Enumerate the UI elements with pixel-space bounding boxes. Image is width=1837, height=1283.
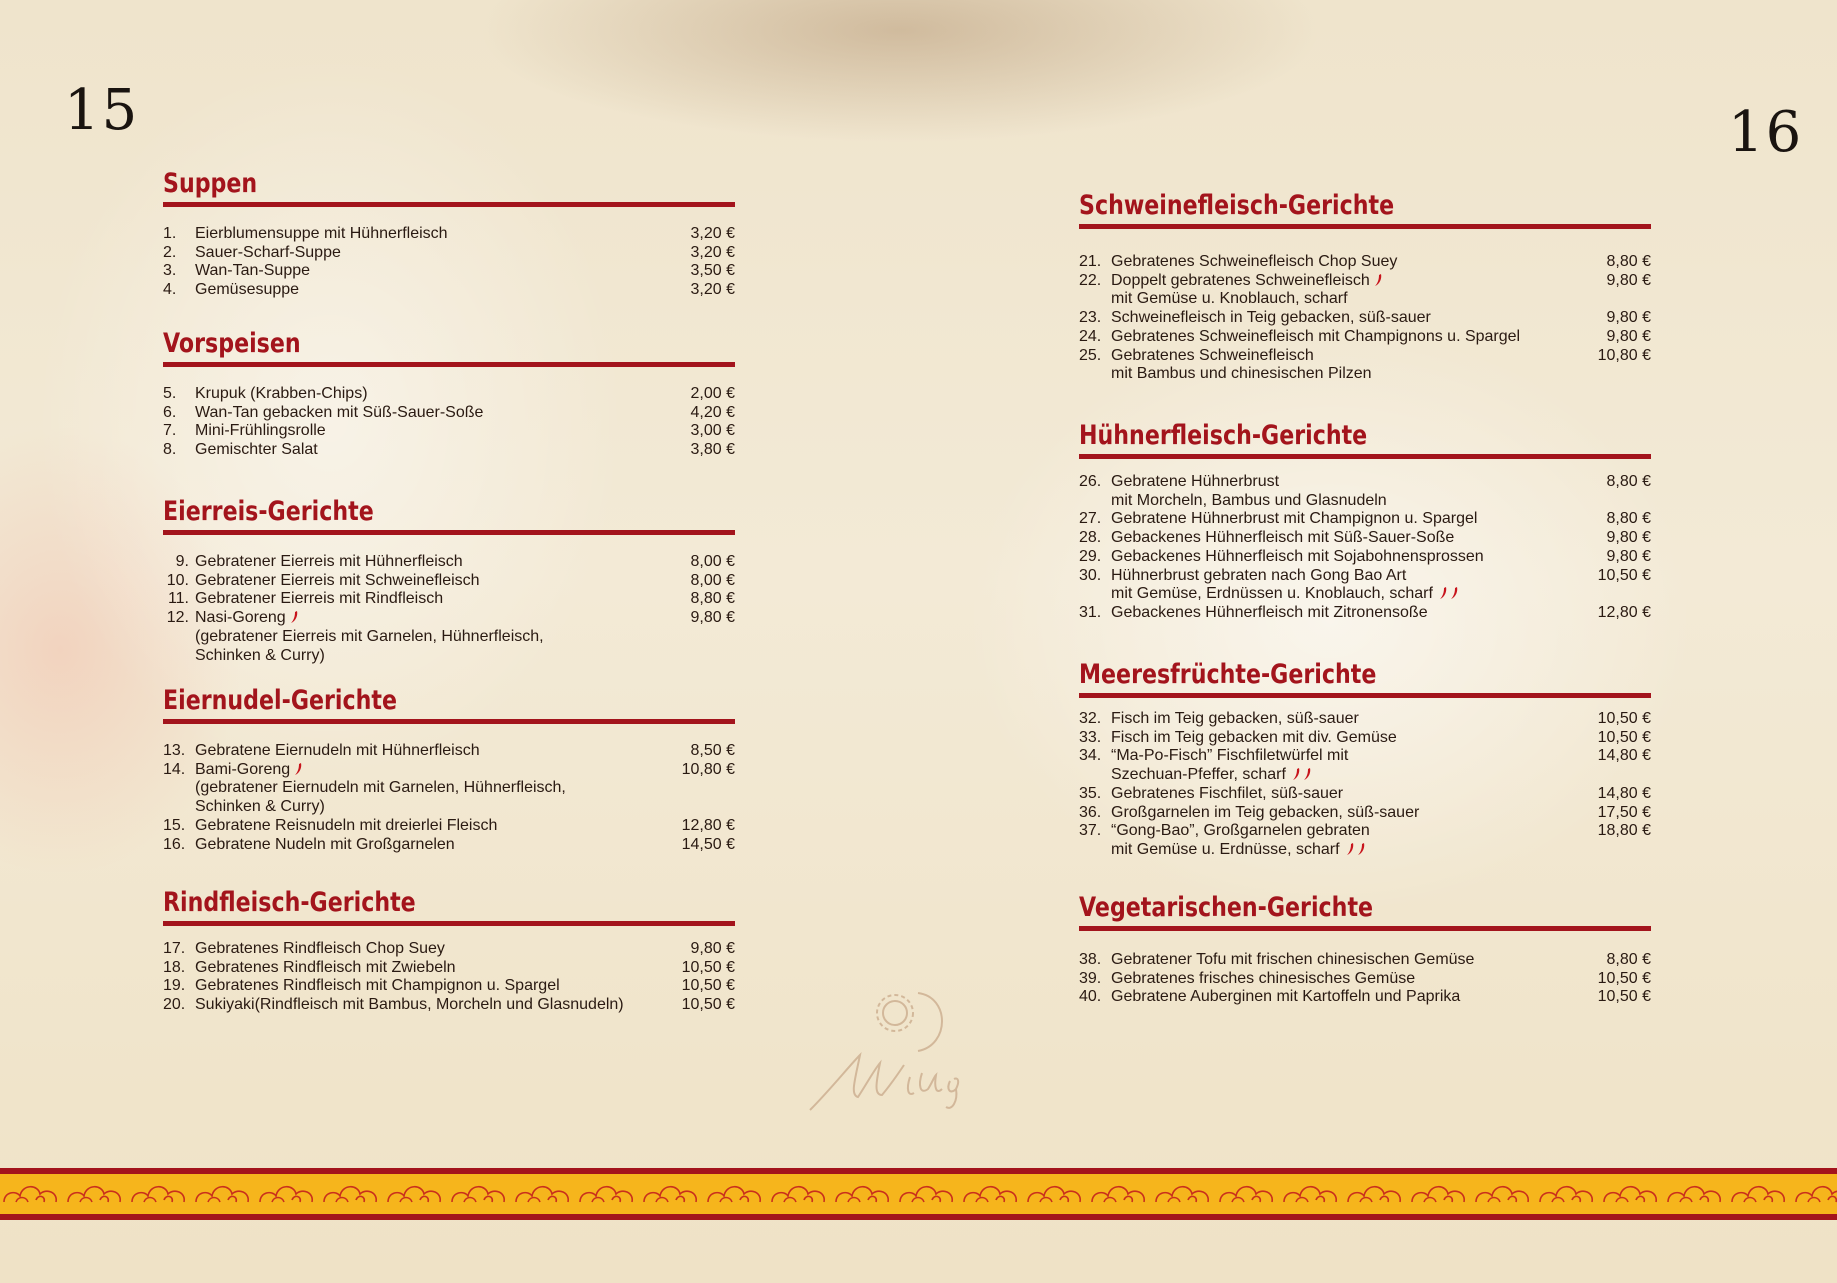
ming-logo-icon bbox=[800, 985, 1000, 1125]
cloud-motif bbox=[196, 1187, 248, 1202]
cloud-motif bbox=[1476, 1187, 1528, 1202]
menu-item: 15. Gebratene Reisnudeln mit dreierlei Fleisch 12,80 € bbox=[163, 816, 735, 834]
menu-item: 13. Gebratene Eiernudeln mit Hühnerfleisch 8,50 € bbox=[163, 742, 735, 759]
menu-item: 10. Gebratener Eierreis mit Schweinefleisch 8,00 € bbox=[166, 571, 735, 589]
section-eiernudel bbox=[163, 685, 735, 854]
menu-item: 25. Gebratenes Schweinefleisch 10,80 € bbox=[1079, 346, 1651, 364]
section-title: Schweinefleisch-Gerichte bbox=[1079, 190, 1395, 221]
section-suppen bbox=[163, 168, 735, 300]
menu-item: 14. Bami-Goreng 10,80 € bbox=[163, 760, 735, 778]
chili-pepper-icon bbox=[290, 610, 299, 624]
menu-item: 12. Nasi-Goreng 9,80 € bbox=[166, 609, 735, 627]
section-title: Eierreis-Gerichte bbox=[163, 496, 374, 527]
menu-item: 21. Gebratenes Schweinefleisch Chop Suey 8,80 € bbox=[1079, 253, 1651, 270]
menu-item: 27. Gebratene Hühnerbrust mit Champignon u. Spargel 8,80 € bbox=[1079, 510, 1651, 528]
cloud-pattern bbox=[0, 1174, 1837, 1214]
section-rule bbox=[163, 530, 735, 535]
menu-item: 17. Gebratenes Rindfleisch Chop Suey 9,80 € bbox=[163, 940, 735, 957]
menu-item: 33. Fisch im Teig gebacken mit div. Gemüse 10,50 € bbox=[1079, 728, 1651, 746]
menu-item-description: mit Morcheln, Bambus und Glasnudeln bbox=[1111, 491, 1387, 509]
page-number-left: 15 bbox=[64, 78, 140, 143]
section-rule bbox=[1079, 926, 1651, 931]
section-meeresfruechte bbox=[1079, 659, 1651, 860]
menu-item: 30. Hühnerbrust gebraten nach Gong Bao Art 10,50 € bbox=[1079, 566, 1651, 584]
menu-item: 36. Großgarnelen im Teig gebacken, süß-sauer 17,50 € bbox=[1079, 803, 1651, 821]
cloud-motif bbox=[452, 1187, 504, 1202]
cloud-motif bbox=[964, 1187, 1016, 1202]
cloud-motif bbox=[1092, 1187, 1144, 1202]
menu-item: 19. Gebratenes Rindfleisch mit Champignon u. Spargel 10,50 € bbox=[163, 977, 735, 995]
cloud-motif bbox=[580, 1187, 632, 1202]
cloud-motif bbox=[132, 1187, 184, 1202]
section-title: Vegetarischen-Gerichte bbox=[1079, 892, 1374, 923]
section-vorspeisen bbox=[163, 328, 735, 460]
section-rule bbox=[1079, 454, 1651, 459]
menu-item: 38. Gebratener Tofu mit frischen chinesischen Gemüse 8,80 € bbox=[1079, 951, 1651, 968]
cloud-motif bbox=[1156, 1187, 1208, 1202]
cloud-motif bbox=[1220, 1187, 1272, 1202]
cloud-motif bbox=[900, 1187, 952, 1202]
cloud-motif bbox=[388, 1187, 440, 1202]
menu-item: 9. Gebratener Eierreis mit Hühnerfleisch 8,00 € bbox=[175, 553, 735, 570]
cloud-motif bbox=[1348, 1187, 1400, 1202]
cloud-motif bbox=[708, 1187, 760, 1202]
menu-item: 2. Sauer-Scharf-Suppe 3,20 € bbox=[163, 243, 735, 261]
section-rule bbox=[1079, 224, 1651, 229]
menu-item: 34. “Ma-Po-Fisch” Fischfiletwürfel mit 14,80 € bbox=[1079, 747, 1651, 765]
menu-item: 4. Gemüsesuppe 3,20 € bbox=[163, 281, 735, 299]
page-number-right: 16 bbox=[1728, 100, 1804, 165]
menu-item: 5. Krupuk (Krabben-Chips) 2,00 € bbox=[163, 385, 735, 402]
cloud-pattern-icon bbox=[0, 1174, 1837, 1214]
section-eierreis bbox=[163, 496, 735, 665]
menu-item-description: Schinken & Curry) bbox=[195, 646, 325, 664]
menu-item: 1. Eierblumensuppe mit Hühnerfleisch 3,20 € bbox=[163, 225, 735, 242]
menu-item: 20. Sukiyaki(Rindfleisch mit Bambus, Morcheln und Glasnudeln) 10,50 € bbox=[163, 996, 735, 1014]
menu-item-description: (gebratener Eiernudeln mit Garnelen, Hühnerfleisch, bbox=[195, 779, 566, 797]
cloud-motif bbox=[772, 1187, 824, 1202]
chili-pepper-icon bbox=[1292, 767, 1314, 781]
section-rule bbox=[163, 921, 735, 926]
menu-item: 16. Gebratene Nudeln mit Großgarnelen 14,50 € bbox=[163, 835, 735, 853]
section-rule bbox=[1079, 693, 1651, 698]
menu-item-description: Szechuan-Pfeffer, scharf bbox=[1079, 766, 1651, 785]
menu-item-description: (gebratener Eierreis mit Garnelen, Hühnerfleisch, bbox=[195, 627, 544, 645]
section-title: Meeresfrüchte-Gerichte bbox=[1079, 659, 1377, 690]
cloud-motif bbox=[1028, 1187, 1080, 1202]
menu-item-description: mit Gemüse, Erdnüssen u. Knoblauch, scharf bbox=[1079, 585, 1651, 604]
chili-pepper-icon bbox=[1439, 586, 1461, 600]
section-rule bbox=[163, 719, 735, 724]
menu-item: 26. Gebratene Hühnerbrust 8,80 € bbox=[1079, 473, 1651, 490]
cloud-motif bbox=[1284, 1187, 1336, 1202]
menu-item-description: mit Bambus und chinesischen Pilzen bbox=[1111, 365, 1372, 383]
menu-item: 39. Gebratenes frisches chinesisches Gemüse 10,50 € bbox=[1079, 969, 1651, 987]
section-schweinefleisch bbox=[1079, 190, 1651, 384]
section-rule bbox=[163, 202, 735, 207]
menu-item: 11. Gebratener Eierreis mit Rindfleisch 8,80 € bbox=[167, 590, 735, 608]
menu-item: 6. Wan-Tan gebacken mit Süß-Sauer-Soße 4,20 € bbox=[163, 403, 735, 421]
menu-item: 8. Gemischter Salat 3,80 € bbox=[163, 441, 735, 459]
decorative-border-band bbox=[0, 1168, 1837, 1220]
section-huehnerfleisch bbox=[1079, 420, 1651, 623]
menu-item-description: Schinken & Curry) bbox=[195, 798, 325, 816]
menu-item: 24. Gebratenes Schweinefleisch mit Champignons u. Spargel 9,80 € bbox=[1079, 327, 1651, 345]
menu-item: 23. Schweinefleisch in Teig gebacken, süß-sauer 9,80 € bbox=[1079, 309, 1651, 327]
section-rindfleisch bbox=[163, 887, 735, 1015]
menu-item: 40. Gebratene Auberginen mit Kartoffeln und Paprika 10,50 € bbox=[1079, 988, 1651, 1006]
menu-item: 28. Gebackenes Hühnerfleisch mit Süß-Sauer-Soße 9,80 € bbox=[1079, 529, 1651, 547]
cloud-motif bbox=[68, 1187, 120, 1202]
cloud-motif bbox=[324, 1187, 376, 1202]
cloud-motif bbox=[1796, 1187, 1837, 1202]
menu-item: 37. “Gong-Bao”, Großgarnelen gebraten 18,80 € bbox=[1079, 822, 1651, 840]
cloud-motif bbox=[1668, 1187, 1720, 1202]
cloud-motif bbox=[1540, 1187, 1592, 1202]
menu-item: 35. Gebratenes Fischfilet, süß-sauer 14,80 € bbox=[1079, 784, 1651, 802]
menu-item: 29. Gebackenes Hühnerfleisch mit Sojabohnensprossen 9,80 € bbox=[1079, 547, 1651, 565]
cloud-motif bbox=[1732, 1187, 1784, 1202]
chili-pepper-icon bbox=[1374, 273, 1383, 287]
cloud-motif bbox=[260, 1187, 312, 1202]
menu-item-description: mit Gemüse u. Erdnüsse, scharf bbox=[1079, 841, 1651, 860]
section-rule bbox=[163, 362, 735, 367]
menu-item: 22. Doppelt gebratenes Schweinefleisch 9,80 € bbox=[1079, 271, 1651, 289]
section-title: Eiernudel-Gerichte bbox=[163, 685, 397, 716]
cloud-motif bbox=[4, 1187, 56, 1202]
menu-item: 31. Gebackenes Hühnerfleisch mit Zitronensoße 12,80 € bbox=[1079, 603, 1651, 621]
cloud-motif bbox=[836, 1187, 888, 1202]
section-title: Hühnerfleisch-Gerichte bbox=[1079, 420, 1368, 451]
menu-item: 32. Fisch im Teig gebacken, süß-sauer 10,50 € bbox=[1079, 710, 1651, 727]
menu-item: 7. Mini-Frühlingsrolle 3,00 € bbox=[163, 422, 735, 440]
section-title: Rindfleisch-Gerichte bbox=[163, 887, 416, 918]
menu-item: 3. Wan-Tan-Suppe 3,50 € bbox=[163, 262, 735, 280]
section-title: Vorspeisen bbox=[163, 328, 301, 359]
section-title: Suppen bbox=[163, 168, 258, 199]
chili-pepper-icon bbox=[294, 762, 303, 776]
menu-item-description: mit Gemüse u. Knoblauch, scharf bbox=[1111, 290, 1348, 308]
chili-pepper-icon bbox=[1346, 842, 1368, 856]
section-vegetarisch bbox=[1079, 892, 1651, 1007]
cloud-motif bbox=[1412, 1187, 1464, 1202]
menu-item: 18. Gebratenes Rindfleisch mit Zwiebeln 10,50 € bbox=[163, 958, 735, 976]
cloud-motif bbox=[1604, 1187, 1656, 1202]
cloud-motif bbox=[516, 1187, 568, 1202]
cloud-motif bbox=[644, 1187, 696, 1202]
